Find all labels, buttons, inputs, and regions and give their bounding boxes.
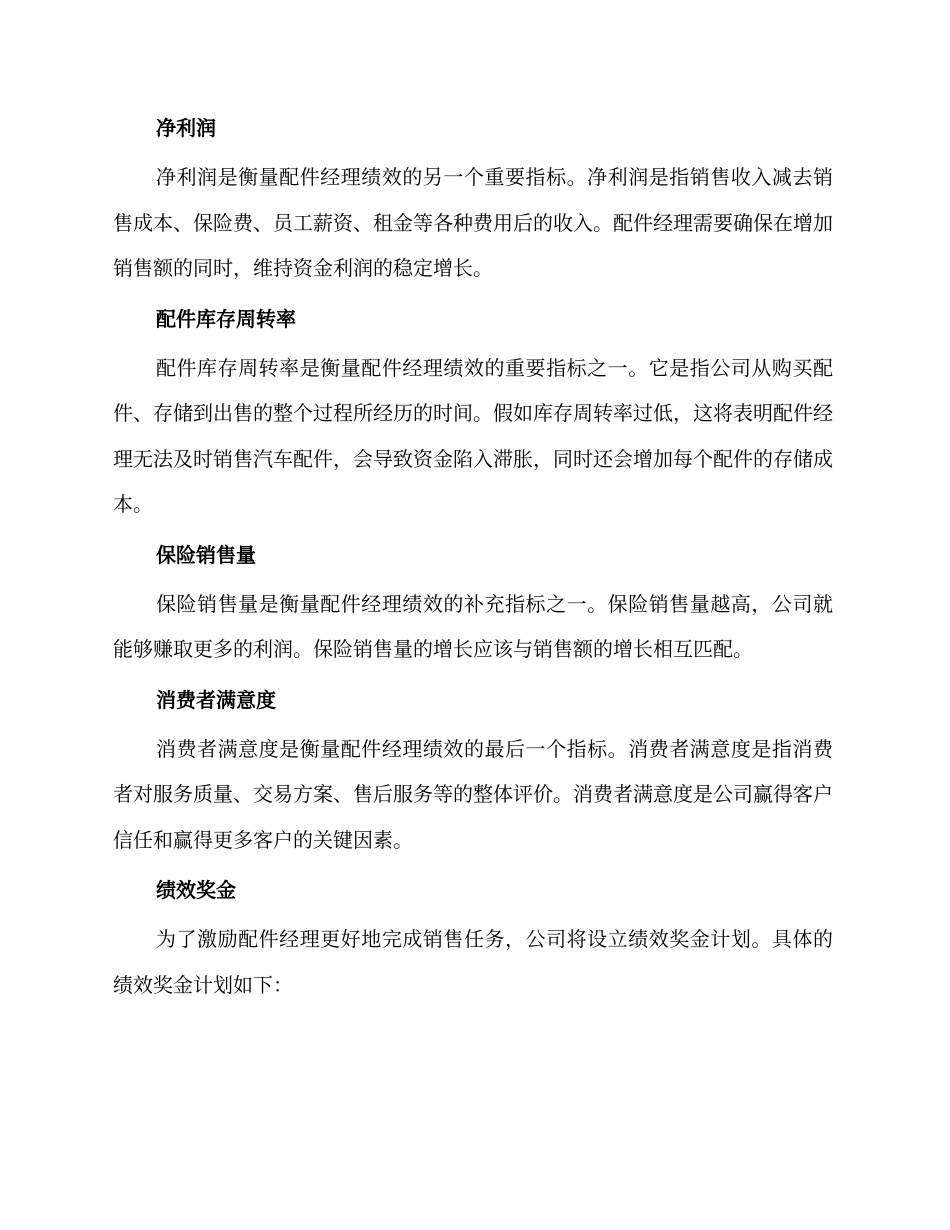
section-paragraph-inventory-turnover: 配件库存周转率是衡量配件经理绩效的重要指标之一。它是指公司从购买配件、存储到出售的整个过程所经历的时间。假如库存周转率过低，这将表明配件经理无法及时销售汽车配件，会导致资金陷入滞胀，同时还会增加每个配件的存储成本。 [113, 355, 833, 516]
section-heading-performance-bonus: 绩效奖金 [156, 878, 236, 902]
section-paragraph-performance-bonus: 为了激励配件经理更好地完成销售任务，公司将设立绩效奖金计划。具体的绩效奖金计划如下： [113, 927, 833, 997]
section-heading-inventory-turnover: 配件库存周转率 [156, 306, 296, 331]
section-paragraph-insurance-sales: 保险销售量是衡量配件经理绩效的补充指标之一。保险销售量越高，公司就能够赚取更多的利润。保险销售量的增长应该与销售额的增长相互匹配。 [113, 591, 833, 661]
section-heading-net-profit: 净利润 [156, 116, 216, 140]
document-body [113, 110, 833, 1008]
section-heading-customer-satisfaction: 消费者满意度 [156, 687, 276, 712]
section-paragraph-net-profit: 净利润是衡量配件经理绩效的另一个重要指标。净利润是指销售收入减去销售成本、保险费、员工薪资、租金等各种费用后的收入。配件经理需要确保在增加销售额的同时，维持资金利润的稳定增长。 [113, 165, 833, 280]
section-paragraph-customer-satisfaction: 消费者满意度是衡量配件经理绩效的最后一个指标。消费者满意度是指消费者对服务质量、交易方案、售后服务等的整体评价。消费者满意度是公司赢得客户信任和赢得更多客户的关键因素。 [113, 736, 833, 852]
section-heading-insurance-sales: 保险销售量 [156, 542, 256, 567]
